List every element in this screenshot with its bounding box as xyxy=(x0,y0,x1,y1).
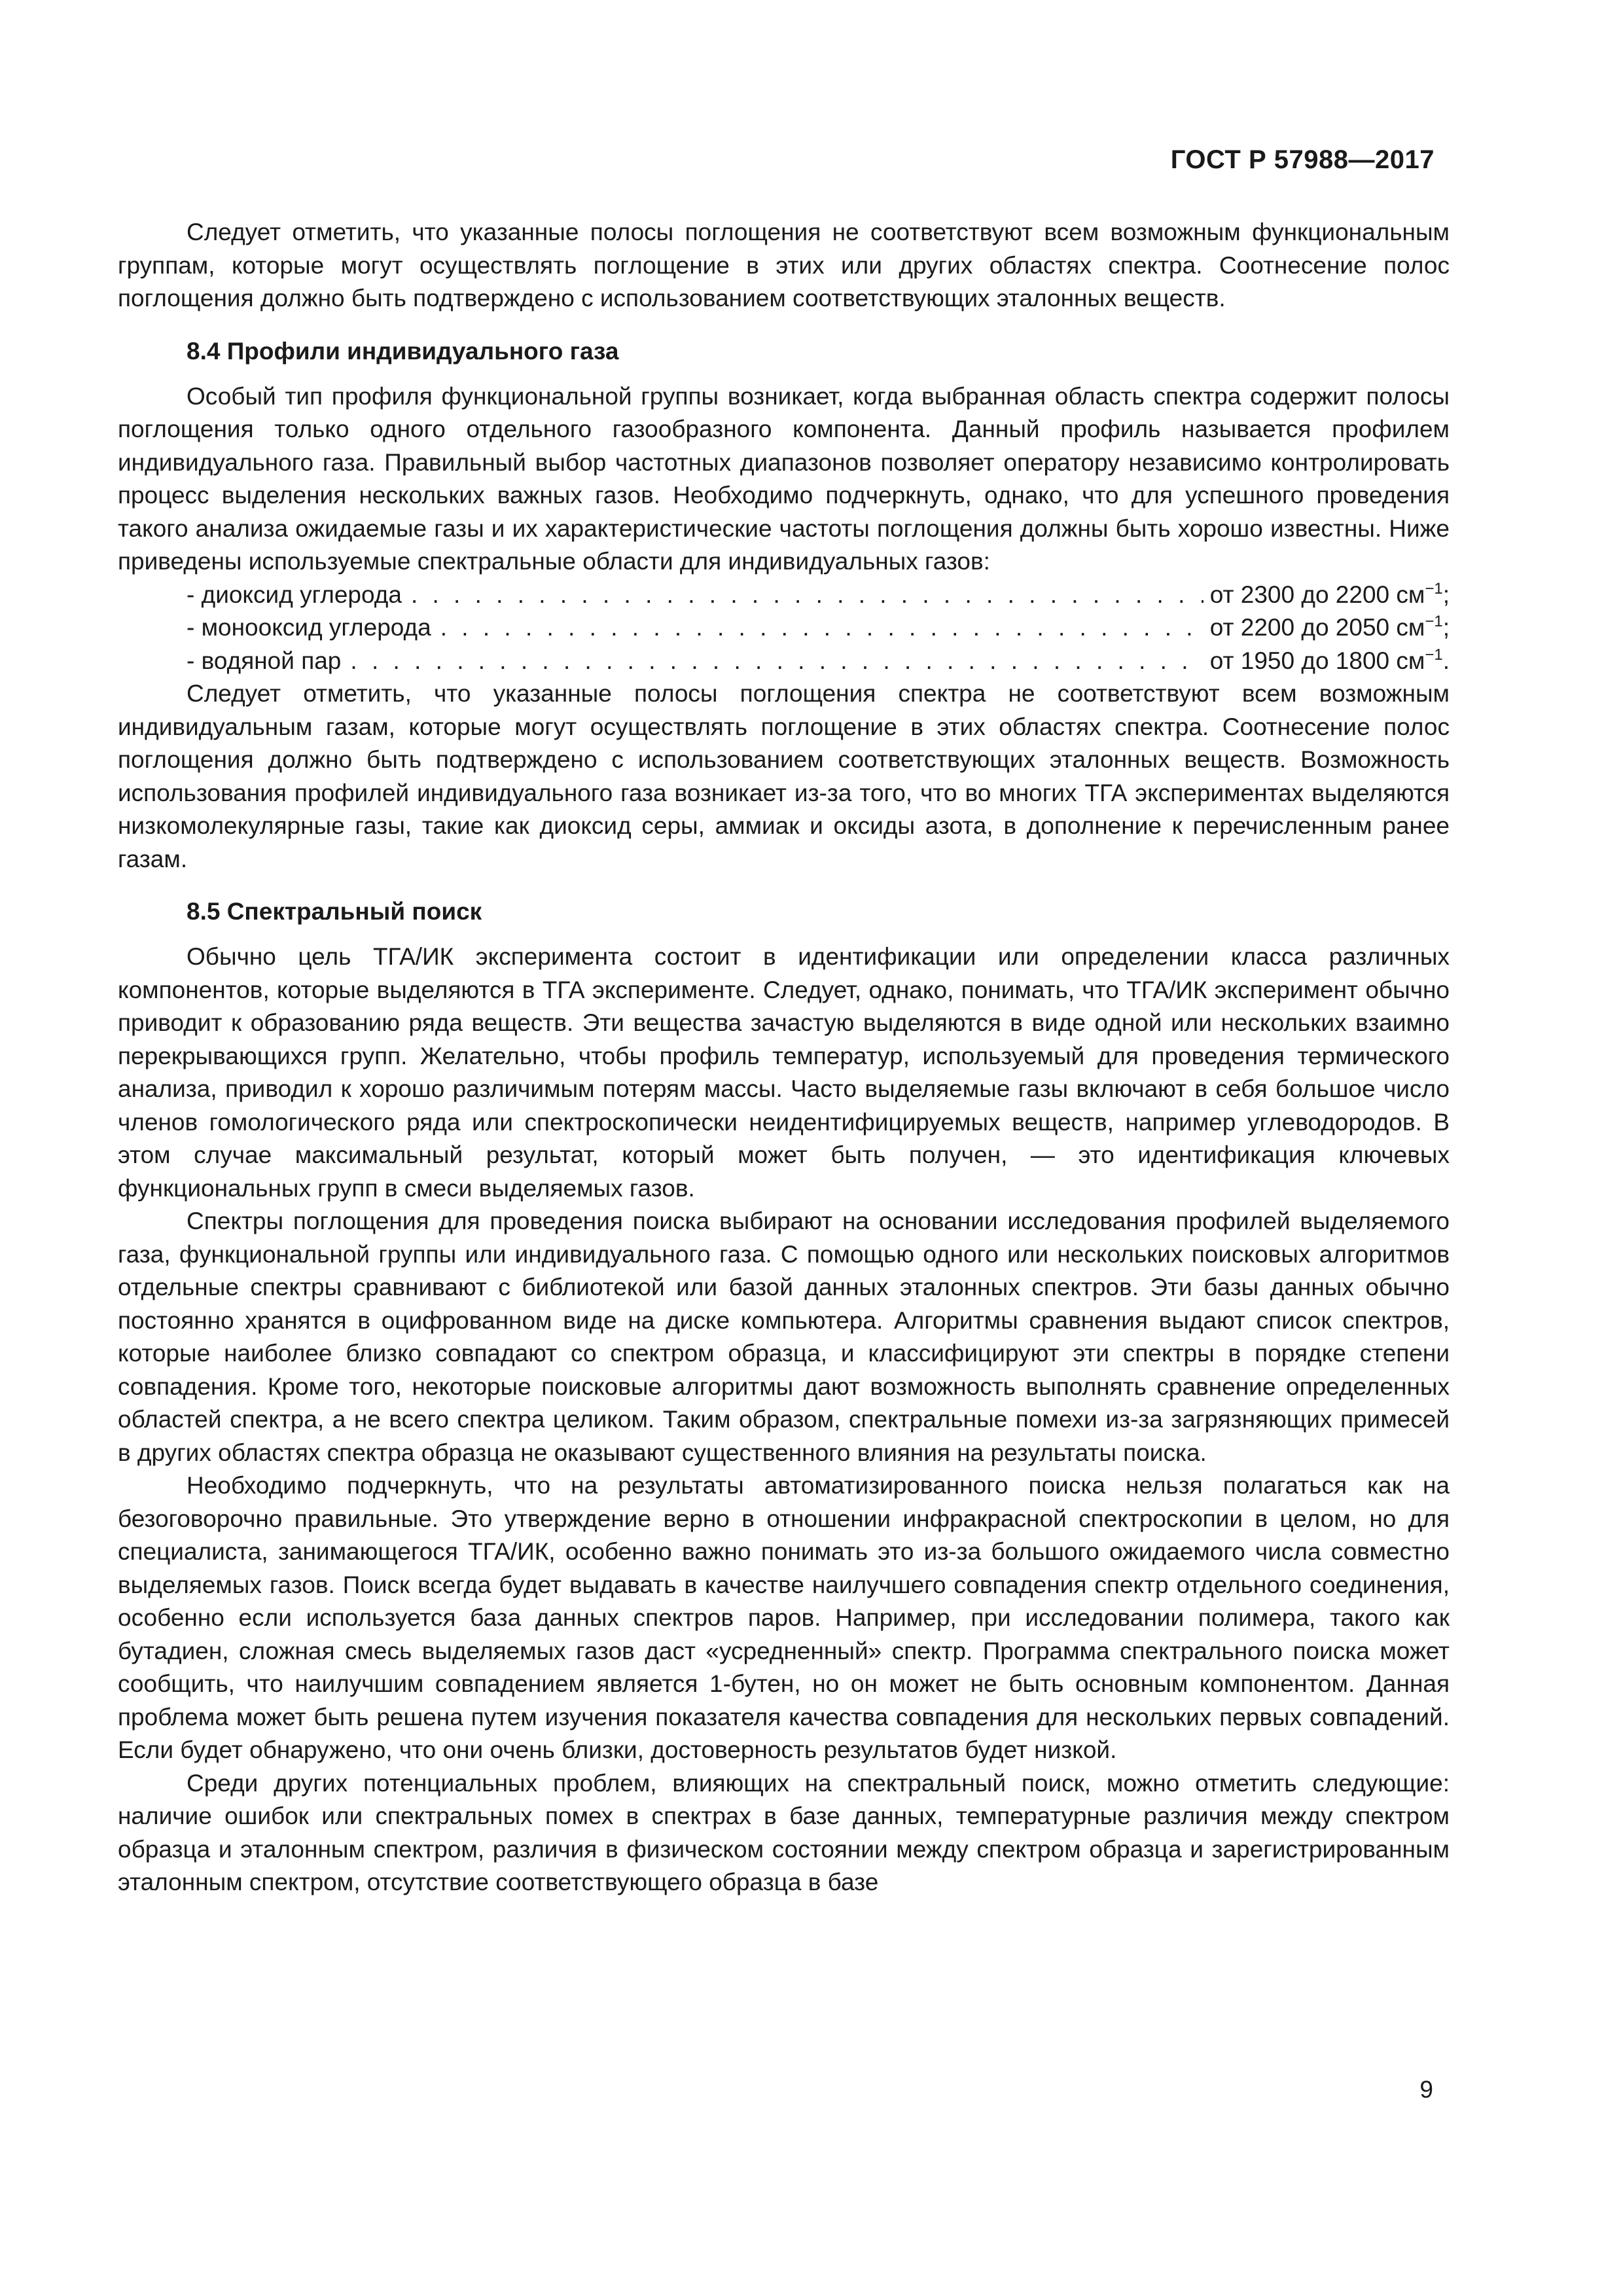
section-8-4-paragraph-1: Особый тип профиля функциональной группы возникает, когда выбранная область спектра содержит полосы поглощения только одного отдельного газообразного компонента. Данный профиль называется профилем индивидуального газа. Правильный выбор частотных диапазонов позволяет оператору независимо контролировать процесс выделения нескольких важных газов. Необходимо подчеркнуть, однако, что для успешного проведения такого анализа ожидаемые газы и их характеристические частоты поглощения должны быть хорошо известны. Ниже приведены используемые спектральные области для индивидуальных газов: xyxy=(118,382,1450,575)
section-8-5-paragraph-1: Обычно цель ТГА/ИК эксперимента состоит в идентификации или определении класса различных компонентов, которые выделяются в ТГА эксперименте. Следует, однако, понимать, что ТГА/ИК эксперимент обычно приводит к образованию ряда веществ. Эти вещества зачастую выделяются в виде одной или нескольких взаимно перекрывающихся групп. Желательно, чтобы профиль температур, используемый для проведения термического анализа, приводил к хорошо различимым потерям массы. Часто выделяемые газы включают в себя большое число членов гомологического ряда или спектроскопически неидентифицируемых веществ, например углеводородов. В этом случае максимальный результат, который может быть получен, — это идентификация ключевых функциональных групп в смеси выделяемых газов. xyxy=(118,943,1450,1202)
section-8-5-paragraph-3: Необходимо подчеркнуть, что на результаты автоматизированного поиска нельзя полагаться как на безоговорочно правильные. Это утверждение верно в отношении инфракрасной спектроскопии в целом, но для специалиста, занимающегося ТГА/ИК, особенно важно понимать это из-за большого ожидаемого числа совместно выделяемых газов. Поиск всегда будет выдавать в качестве наилучшего совпадения спектр отдельного соединения, особенно если используется база данных спектров паров. Например, при исследовании полимера, такого как бутадиен, сложная смесь выделяемых газов даст «усредненный» спектр. Программа спектрального поиска может сообщить, что наилучшим совпадением является 1-бутен, но он может не быть основным компонентом. Данная проблема может быть решена путем изучения показателя качества совпадения для нескольких первых совпадений. Если будет обнаружено, что они очень близки, достоверность результатов будет низкой. xyxy=(118,1472,1450,1763)
gas-range: от 1950 до 1800 $см^{-1}$. xyxy=(1209,645,1450,674)
section-heading-8-4: 8.4 Профили индивидуального газа xyxy=(187,337,619,365)
gas-range: от 2300 до 2200 $см^{-1}$; xyxy=(1209,579,1450,608)
page-number: 9 xyxy=(1419,2076,1433,2103)
section-8-4-paragraph-2: Следует отметить, что указанные полосы поглощения спектра не соответствуют всем возможным индивидуальным газам, которые могут осуществлять поглощение в этих областях спектра. Соотнесение полос поглощения должно быть подтверждено с использованием соответствующих эталонных веществ. Возможность использования профилей индивидуального газа возникает из-за того, что во многих ТГА экспериментах выделяются низкомолекулярные газы, такие как диоксид серы, аммиак и оксиды азота, в дополнение к перечисленным ранее газам. xyxy=(118,680,1450,872)
dot-leader xyxy=(411,579,1204,612)
list-item xyxy=(118,611,1450,645)
section-8-5-paragraph-4: Среди других потенциальных проблем, влияющих на спектральный поиск, можно отметить следующие: наличие ошибок или спектральных помех в спектрах в базе данных, температурные различия между спектром образца и эталонным спектром, различия в физическом состоянии между спектром образца и зарегистрированным эталонным спектром, отсутствие соответствующего образца в базе xyxy=(118,1769,1450,1895)
page-body xyxy=(118,216,1450,1899)
gas-name: - диоксид углерода xyxy=(187,581,402,608)
gas-name: - монооксид углерода xyxy=(187,614,431,641)
dot-leader xyxy=(350,645,1203,678)
dot-leader xyxy=(440,611,1204,645)
gas-range-list xyxy=(118,579,1450,678)
document-code-header: ГОСТ Р 57988—2017 xyxy=(1170,145,1435,174)
section-heading-8-5: 8.5 Спектральный поиск xyxy=(187,898,482,925)
gas-name: - водяной пар xyxy=(187,647,342,674)
gas-range: от 2200 до 2050 $см^{-1}$; xyxy=(1209,613,1450,641)
section-8-5-paragraph-2: Спектры поглощения для проведения поиска выбирают на основании исследования профилей выделяемого газа, функциональной группы или индивидуального газа. С помощью одного или нескольких поисковых алгоритмов отдельные спектры сравнивают с библиотекой или базой данных эталонных спектров. Эти базы данных обычно постоянно хранятся в оцифрованном виде на диске компьютера. Алгоритмы сравнения выдают список спектров, которые наиболее близко совпадают со спектром образца, и классифицируют эти спектры в порядке степени совпадения. Кроме того, некоторые поисковые алгоритмы дают возможность выполнять сравнение определенных областей спектра, а не всего спектра целиком. Таким образом, спектральные помехи из-за загрязняющих примесей в других областях спектра образца не оказывают существенного влияния на результаты поиска. xyxy=(118,1208,1450,1466)
list-item xyxy=(118,579,1450,612)
intro-paragraph: Следует отметить, что указанные полосы поглощения не соответствуют всем возможным функциональным группам, которые могут осуществлять поглощение в этих или других областях спектра. Соотнесение полос поглощения должно быть подтверждено с использованием соответствующих эталонных веществ. xyxy=(118,219,1450,312)
list-item xyxy=(118,645,1450,678)
